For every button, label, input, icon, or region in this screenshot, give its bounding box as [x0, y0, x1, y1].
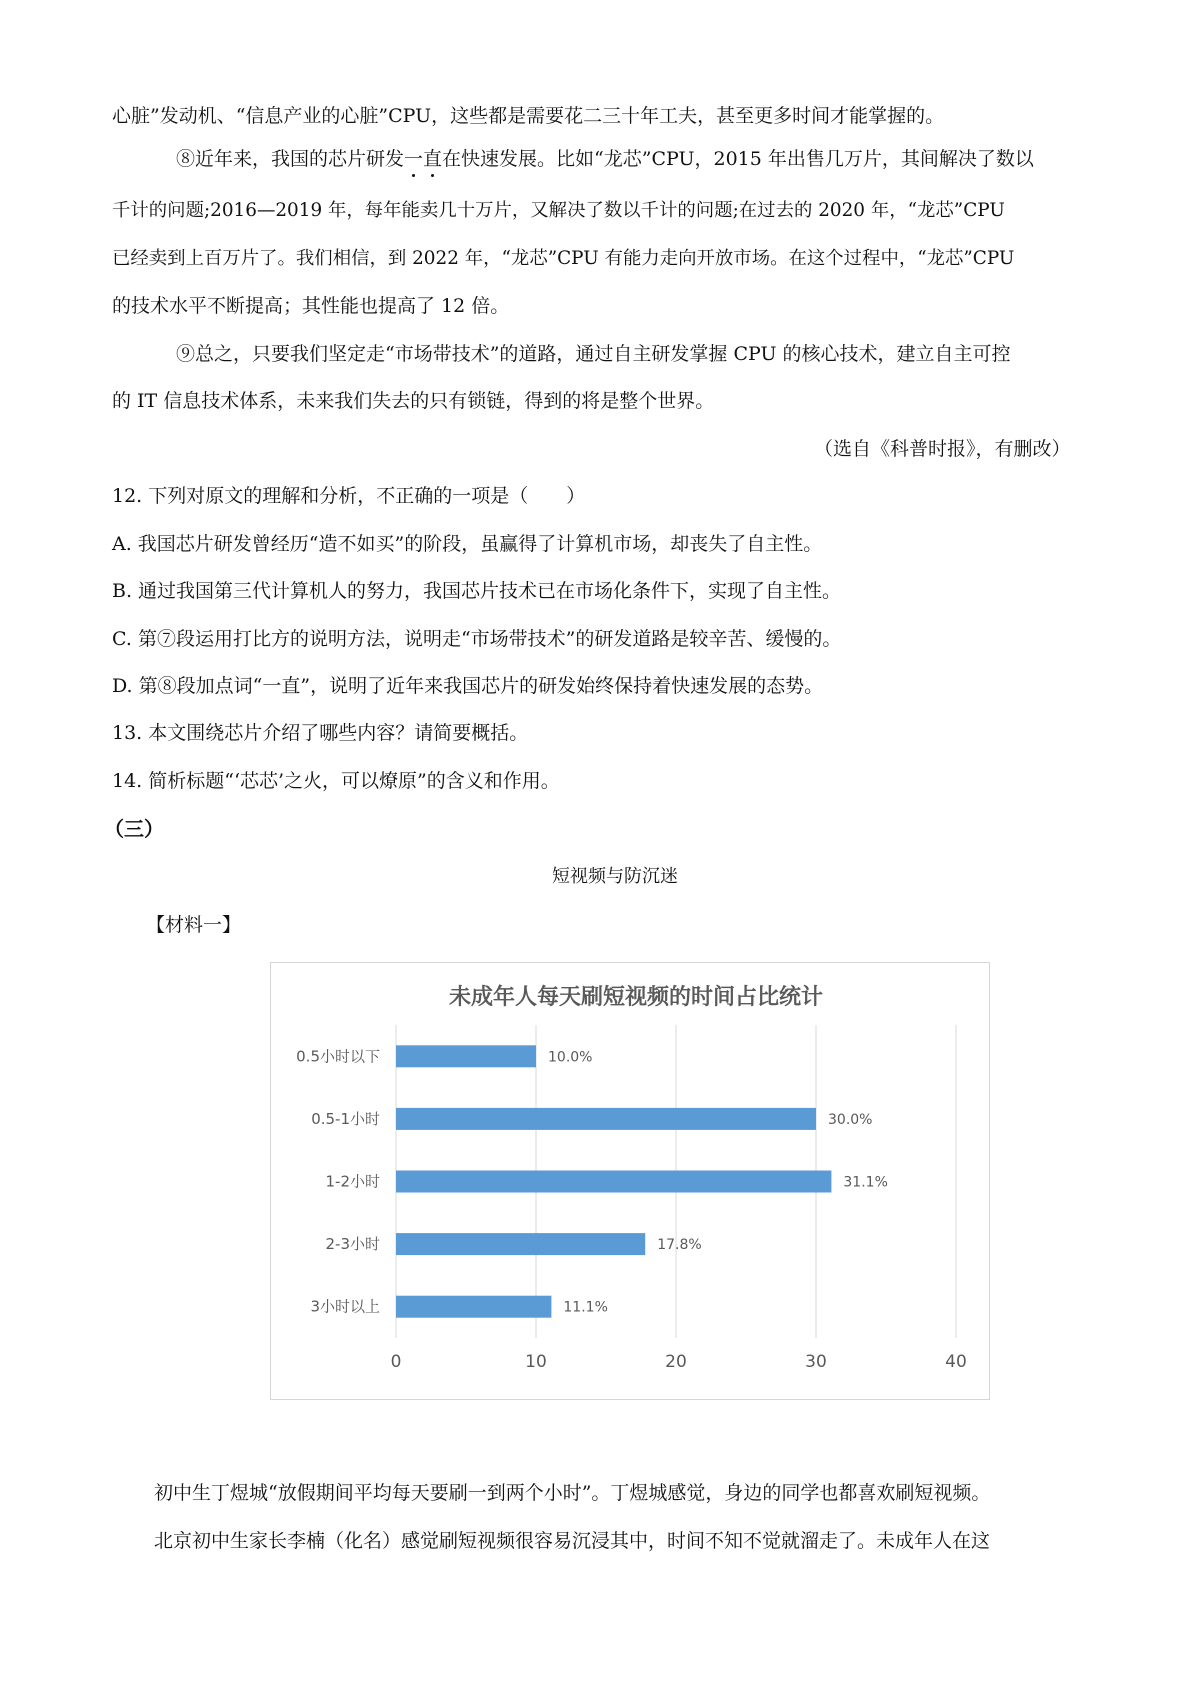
paragraph-9-line-1: ⑨总之，只要我们坚定走“市场带技术”的道路，通过自主研发掌握 CPU 的核心技术，建立自主可控: [176, 343, 1011, 365]
article-line-1: 初中生丁煜城“放假期间平均每天要刷一到两个小时”。丁煜城感觉，身边的同学也都喜欢刷短视频。: [154, 1482, 991, 1504]
category-label: 0.5-1小时: [311, 1109, 380, 1128]
x-tick-label: 20: [665, 1352, 687, 1372]
data-label: 30.0%: [828, 1111, 873, 1128]
data-label: 11.1%: [563, 1299, 608, 1316]
paragraph-9-line-2: 的 IT 信息技术体系，未来我们失去的只有锁链，得到的将是整个世界。: [112, 390, 715, 412]
emphasis-char-yi: 一: [404, 148, 424, 170]
x-tick-label: 0: [390, 1352, 402, 1372]
bar: [396, 1108, 816, 1130]
bar: [396, 1171, 831, 1193]
question-13: 13. 本文围绕芯片介绍了哪些内容？请简要概括。: [112, 722, 529, 744]
section-title: 短视频与防沉迷: [552, 866, 678, 887]
paragraph-8-line-2: 千计的问题;2016—2019 年，每年能卖几十万片，又解决了数以千计的问题;在过去的 2020 年，“龙芯”CPU: [112, 200, 1005, 221]
question-14: 14. 简析标题“‘芯芯’之火，可以燎原”的含义和作用。: [112, 770, 560, 792]
bar: [396, 1045, 536, 1067]
article-line-2: 北京初中生家长李楠（化名）感觉刷短视频很容易沉浸其中，时间不知不觉就溜走了。未成年人在这: [154, 1530, 991, 1552]
question-12: 12. 下列对原文的理解和分析，不正确的一项是（ ）: [112, 485, 586, 507]
bar: [396, 1296, 551, 1318]
section-number: （三）: [104, 817, 164, 841]
source-citation: （选自《科普时报》，有删改）: [814, 438, 1071, 460]
chart-title: 未成年人每天刷短视频的时间占比统计: [448, 985, 824, 1010]
x-tick-label: 40: [945, 1352, 967, 1372]
data-label: 31.1%: [843, 1174, 888, 1191]
data-label: 10.0%: [548, 1049, 593, 1066]
question-12-option-a: A. 我国芯片研发曾经历“造不如买”的阶段，虽赢得了计算机市场，却丧失了自主性。: [112, 533, 823, 555]
paragraph-8-text-b: 在快速发展。比如“龙芯”CPU，2015 年出售几万片，其间解决了数以: [442, 148, 1034, 170]
chart-svg: [271, 963, 989, 1399]
category-label: 3小时以上: [310, 1297, 380, 1316]
question-12-option-d: D. 第⑧段加点词“一直”，说明了近年来我国芯片的研发始终保持着快速发展的态势。: [112, 675, 824, 697]
paragraph-8-line-1: [176, 147, 1034, 171]
material-label: 【材料一】: [146, 914, 242, 936]
paragraph-8-line-4: 的技术水平不断提高；其性能也提高了 12 倍。: [112, 295, 510, 317]
category-label: 1-2小时: [325, 1172, 380, 1191]
bar: [396, 1233, 645, 1255]
paragraph-7-end: 心脏”发动机、“信息产业的心脏”CPU，这些都是需要花二三十年工夫，甚至更多时间才能掌握的。: [112, 105, 945, 127]
bar-chart: [270, 962, 990, 1400]
question-12-option-b: B. 通过我国第三代计算机人的努力，我国芯片技术已在市场化条件下，实现了自主性。: [112, 580, 842, 602]
x-tick-label: 30: [805, 1352, 827, 1372]
emphasis-char-zhi: 直: [423, 148, 443, 170]
paragraph-8-text-a: ⑧近年来，我国的芯片研发: [176, 148, 405, 170]
data-label: 17.8%: [657, 1237, 702, 1254]
category-label: 2-3小时: [325, 1235, 380, 1254]
x-tick-label: 10: [525, 1352, 547, 1372]
question-12-option-c: C. 第⑦段运用打比方的说明方法，说明走“市场带技术”的研发道路是较辛苦、缓慢的。: [112, 628, 842, 650]
category-label: 0.5小时以下: [296, 1047, 380, 1066]
paragraph-8-line-3: 已经卖到上百万片了。我们相信，到 2022 年，“龙芯”CPU 有能力走向开放市场。在这个过程中，“龙芯”CPU: [112, 248, 1015, 269]
